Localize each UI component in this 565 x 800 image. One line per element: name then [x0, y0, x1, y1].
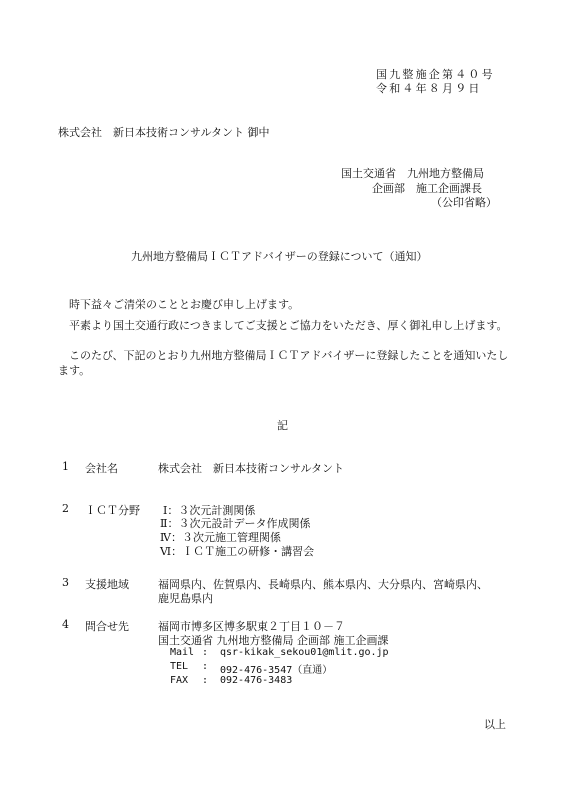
item-label: ＩＣＴ分野 [85, 504, 140, 517]
tel-number: 092-476-3547（直通） [220, 665, 333, 676]
body-paragraph-1: 時下益々ご清栄のこととお慶び申し上げます。 [69, 298, 300, 311]
fax-number: 092-476-3483 [220, 675, 293, 686]
mail-label: Mail [170, 647, 195, 658]
contact-address: 福岡市博多区博多駅東２丁目１０－７ [158, 620, 345, 633]
item-value: 株式会社 新日本技術コンサルタント [158, 462, 345, 475]
fax-colon: : [202, 675, 209, 686]
mail-colon: : [202, 647, 209, 658]
item-number: 3 [62, 576, 69, 589]
ict-field-1: Ⅰ：３次元計測関係 [163, 504, 256, 517]
area-line-2: 鹿児島県内 [158, 592, 213, 605]
addressee: 株式会社 新日本技術コンサルタント 御中 [58, 126, 270, 139]
sender-dept: 企画部 施工企画課長 [372, 182, 482, 195]
body-paragraph-2: 平素より国土交通行政につきましてご支援とご協力をいただき、厚く御礼申し上げます。 [69, 319, 508, 332]
mail-address: qsr-kikak_sekou01@mlit.go.jp [220, 647, 389, 658]
ict-field-2: Ⅱ：３次元設計データ作成関係 [160, 517, 311, 530]
document-date: 令和４年８月９日 [376, 82, 482, 95]
closing-mark: 以上 [484, 718, 506, 731]
item-label: 問合せ先 [85, 620, 129, 633]
ict-field-4: Ⅵ：ＩＣＴ施工の研修・講習会 [160, 545, 315, 558]
sender-org: 国土交通省 九州地方整備局 [341, 167, 484, 180]
seal-omitted: （公印省略） [431, 196, 497, 209]
fax-label: FAX [170, 675, 189, 686]
area-line-1: 福岡県内、佐賀県内、長崎県内、熊本県内、大分県内、宮崎県内、 [158, 578, 488, 591]
item-number: 4 [62, 618, 69, 631]
item-label: 会社名 [85, 462, 118, 475]
tel-label: TEL [170, 661, 189, 672]
item-number: 2 [62, 502, 69, 515]
subject-title: 九州地方整備局ＩＣＴアドバイザーの登録について（通知） [131, 250, 428, 263]
ict-field-3: Ⅳ：３次元施工管理関係 [160, 531, 281, 544]
item-number: 1 [62, 460, 69, 473]
item-label: 支援地域 [85, 578, 129, 591]
body-paragraph-3: このたび、下記のとおり九州地方整備局ＩＣＴアドバイザーに登録したことを通知いたします。 [58, 349, 509, 377]
tel-colon: : [202, 661, 209, 672]
document-number: 国九整施企第４０号 [376, 68, 495, 81]
contact-office: 国土交通省 九州地方整備局 企画部 施工企画課 [158, 634, 389, 647]
ki-marker: 記 [277, 419, 288, 432]
